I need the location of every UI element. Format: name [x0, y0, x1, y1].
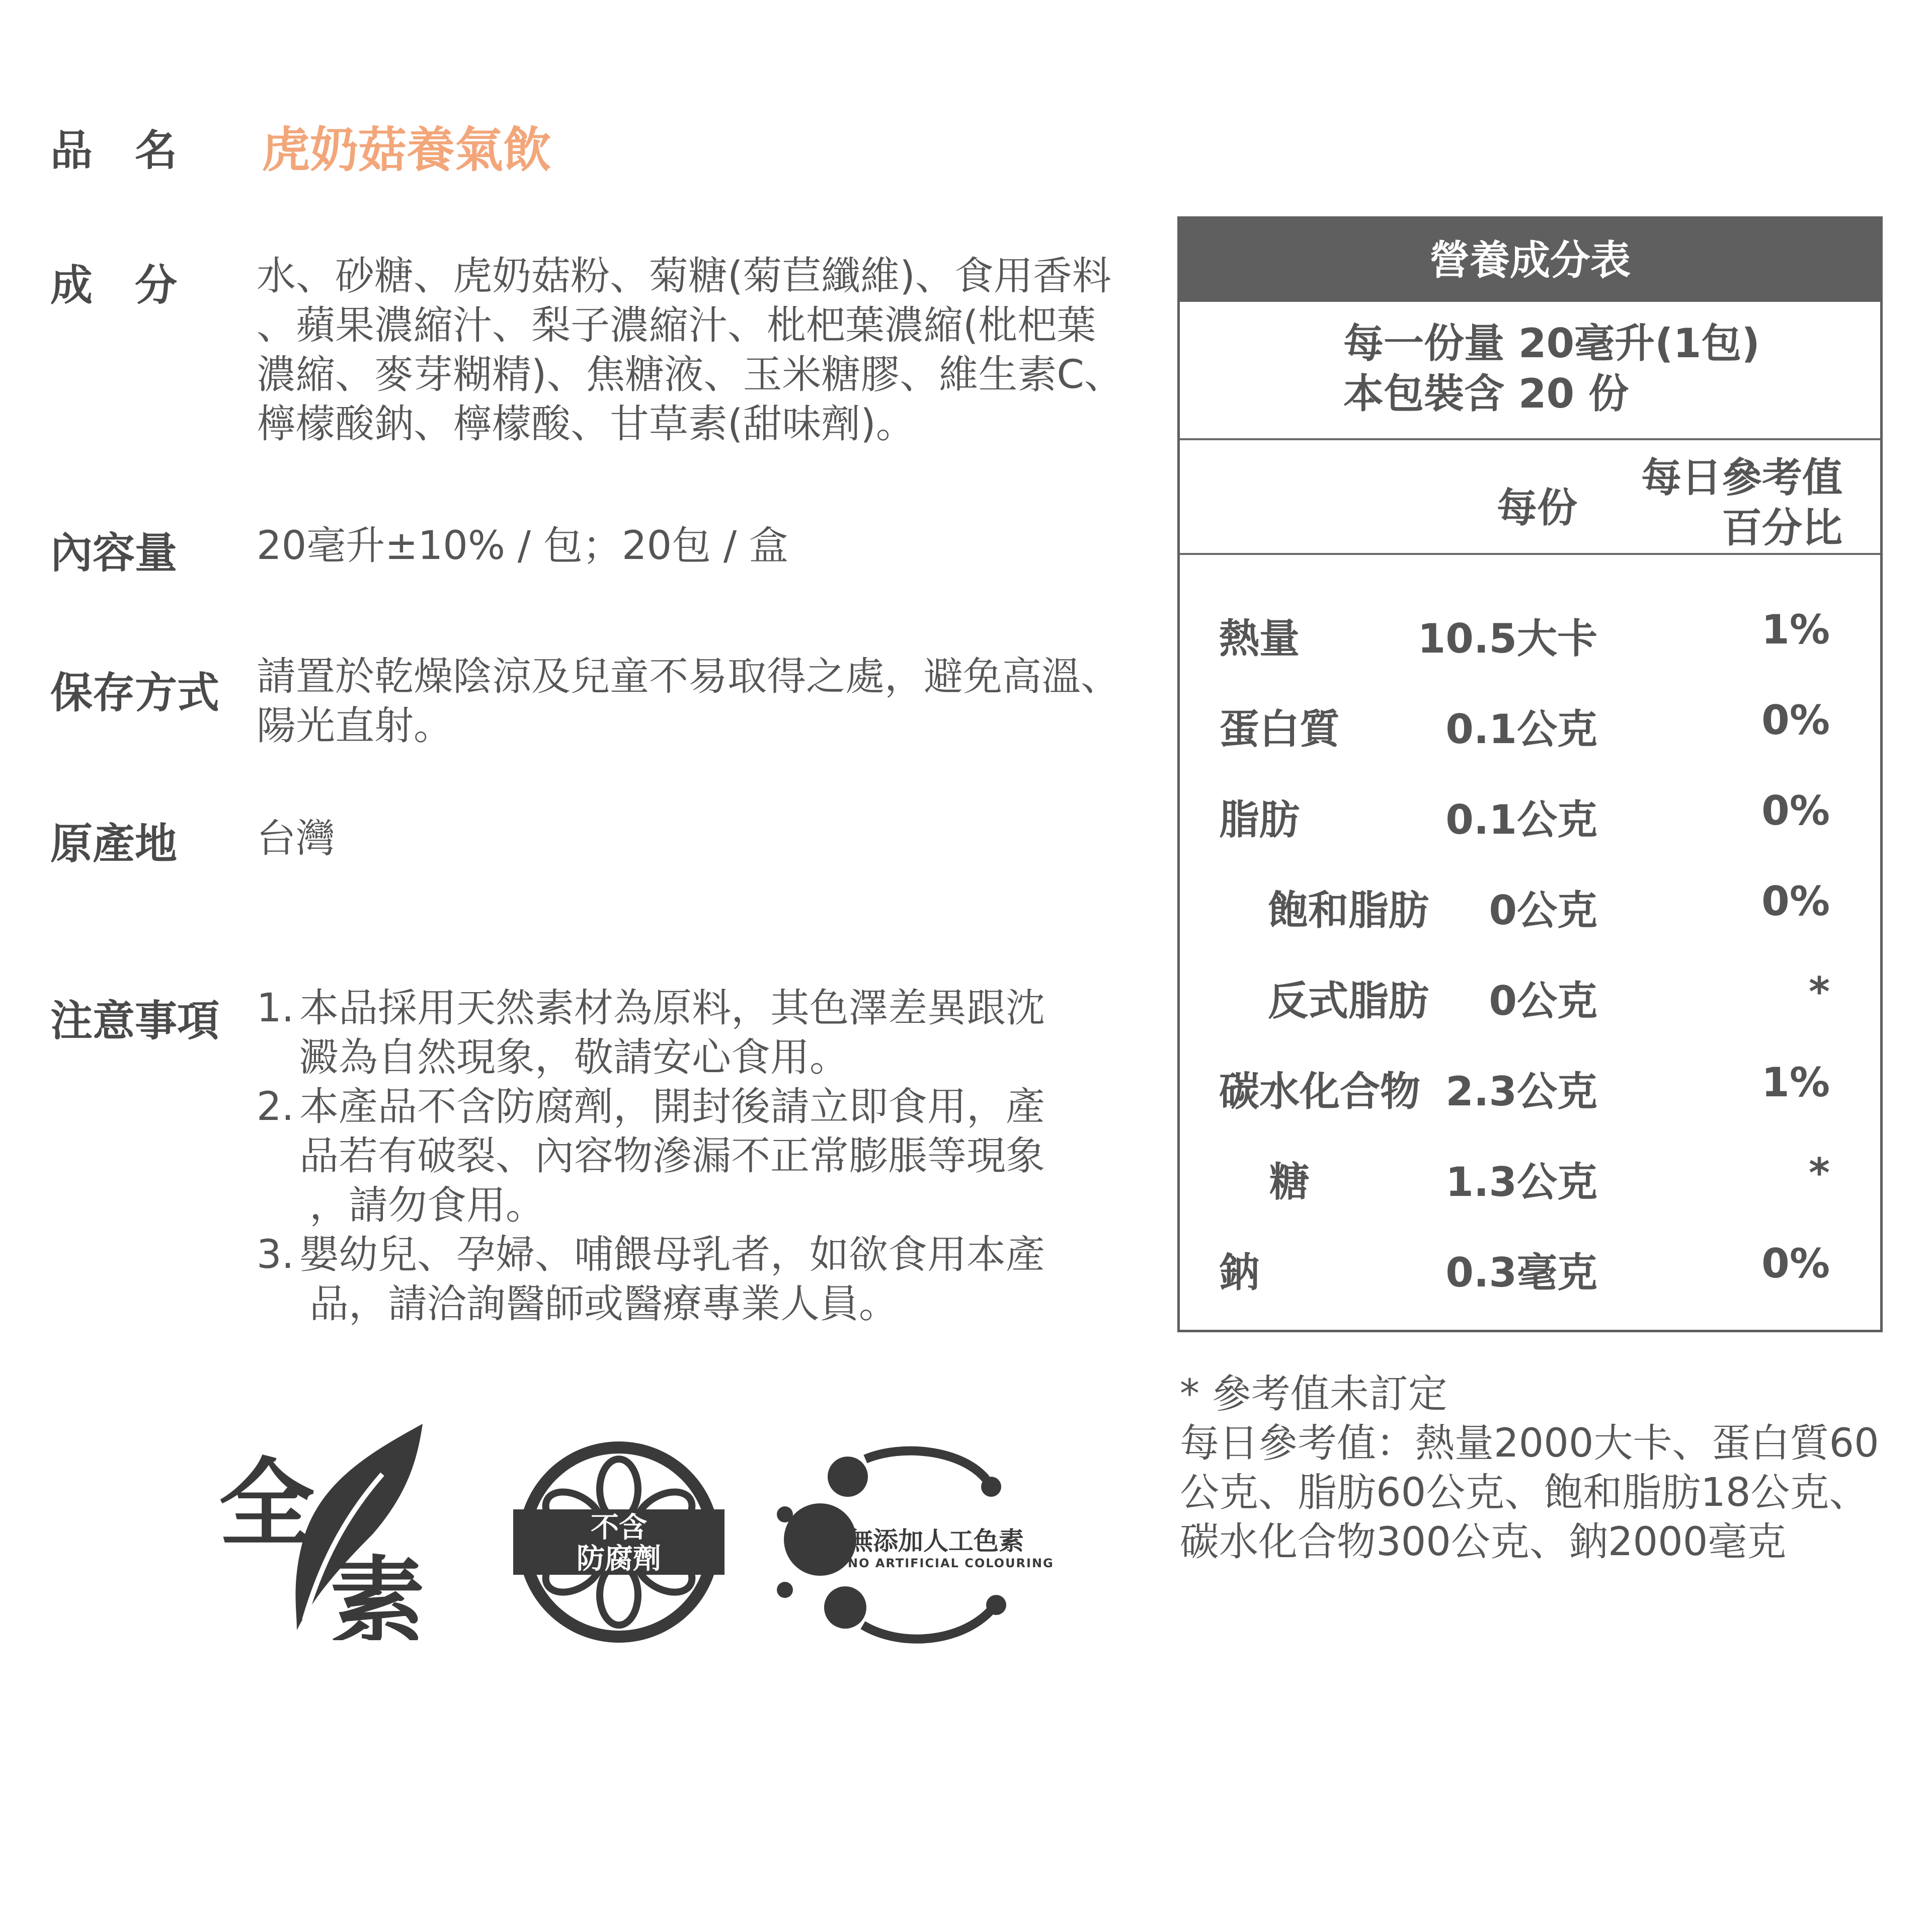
ingredients-text — [257, 252, 1152, 449]
serving-info — [1343, 318, 1760, 419]
nutrient-amount: 0公克 — [1489, 978, 1597, 1024]
nutrient-name: 反式脂肪 — [1268, 978, 1429, 1024]
vegan-text-1: 全 — [219, 1448, 315, 1560]
col-per-serving: 每份 — [1497, 485, 1577, 531]
nutrient-row — [1180, 1150, 1880, 1205]
nutrition-footnote — [1180, 1370, 1914, 1567]
storage-line: 請置於乾燥陰涼及兒童不易取得之處，避免高溫、 — [257, 654, 1120, 699]
vegan-text-2: 素 — [330, 1547, 426, 1640]
nutrient-pct: * — [1809, 1150, 1830, 1196]
servings-per-pack: 本包裝含 20 份 — [1343, 370, 1629, 417]
note-line: 品，請洽詢醫師或醫療專業人員。 — [309, 1281, 899, 1327]
note-item — [257, 984, 1084, 1082]
no-preservative-text-1: 不含 — [591, 1511, 647, 1544]
nutrient-row — [1180, 787, 1880, 843]
footnote-line: 碳水化合物300公克、鈉2000毫克 — [1180, 1519, 1787, 1565]
nutrition-table — [1177, 216, 1883, 1332]
nutrient-amount: 10.5大卡 — [1417, 615, 1597, 662]
nutrient-row — [1180, 878, 1880, 934]
note-line: 品若有破裂、內容物滲漏不正常膨脹等現象 — [299, 1134, 1045, 1179]
nutrient-row — [1180, 1059, 1880, 1115]
note-number: 2. — [257, 1084, 294, 1130]
nutrient-row — [1180, 697, 1880, 753]
note-line: 嬰幼兒、孕婦、哺餵母乳者，如欲食用本產 — [299, 1232, 1045, 1277]
nutrient-amount: 1.3公克 — [1445, 1159, 1597, 1205]
ingredients-label: 成 分 — [50, 261, 178, 310]
footnote-line: 公克、脂肪60公克、飽和脂肪18公克、 — [1180, 1470, 1869, 1515]
nutrient-amount: 0公克 — [1489, 887, 1597, 934]
origin-value: 台灣 — [257, 816, 336, 861]
col-daily-ref — [1641, 453, 1842, 553]
nutrient-pct: 0% — [1761, 878, 1830, 925]
nutrient-name: 碳水化合物 — [1219, 1068, 1420, 1115]
no-colouring-logo — [770, 1439, 1072, 1650]
nutrient-pct: 1% — [1761, 606, 1830, 653]
nutrient-amount: 0.1公克 — [1445, 796, 1597, 843]
nutrient-amount: 2.3公克 — [1445, 1068, 1597, 1115]
note-line: ，請勿食用。 — [309, 1183, 545, 1228]
serving-size: 每一份量 20毫升(1包) — [1343, 320, 1760, 367]
note-line: 本產品不含防腐劑，開封後請立即食用，產 — [299, 1084, 1045, 1130]
storage-text — [257, 652, 1152, 751]
nutrient-pct: 0% — [1761, 787, 1830, 834]
notes-list — [257, 984, 1084, 1329]
divider — [1180, 553, 1880, 555]
nutrient-name: 熱量 — [1219, 615, 1300, 662]
product-name: 虎奶菇養氣飲 — [262, 122, 551, 178]
ingredients-line: 、蘋果濃縮汁、梨子濃縮汁、枇杷葉濃縮(枇杷葉 — [257, 303, 1096, 348]
nutrient-name: 蛋白質 — [1219, 706, 1340, 753]
no-colouring-text-cn: 無添加人工色素 — [848, 1526, 1024, 1556]
col-daily-ref-line: 百分比 — [1722, 505, 1842, 551]
no-preservative-logo — [513, 1436, 725, 1648]
content-label: 內容量 — [50, 528, 178, 578]
nutrient-pct: 1% — [1761, 1059, 1830, 1106]
nutrient-row — [1180, 969, 1880, 1024]
nutrient-row — [1180, 606, 1880, 662]
origin-label: 原產地 — [50, 819, 178, 868]
nutrient-row — [1180, 1240, 1880, 1296]
no-preservative-text-2: 防腐劑 — [577, 1543, 661, 1575]
col-daily-ref-line: 每日參考值 — [1641, 454, 1842, 501]
note-line: 澱為自然現象，敬請安心食用。 — [299, 1035, 849, 1080]
storage-line: 陽光直射。 — [257, 703, 453, 749]
notes-label: 注意事項 — [50, 996, 220, 1045]
footnote-line: 每日參考值：熱量2000大卡、蛋白質60 — [1180, 1421, 1879, 1466]
note-line: 本品採用天然素材為原料，其色澤差異跟沈 — [299, 986, 1045, 1031]
nutrient-amount: 0.1公克 — [1445, 706, 1597, 753]
nutrient-name: 糖 — [1269, 1159, 1310, 1205]
nutrient-name: 脂肪 — [1219, 796, 1300, 843]
nutrient-pct: 0% — [1761, 1240, 1830, 1287]
note-number: 1. — [257, 986, 294, 1031]
footnote-line: * 參考值未訂定 — [1180, 1372, 1447, 1417]
leaf-icon — [216, 1419, 428, 1640]
storage-label: 保存方式 — [50, 668, 220, 717]
colour-arc-icon — [865, 1451, 986, 1479]
no-colouring-text-en: NO ARTIFICIAL COLOURING — [848, 1556, 1054, 1570]
nutrient-amount: 0.3毫克 — [1445, 1249, 1597, 1296]
nutrition-title: 營養成分表 — [1180, 219, 1880, 302]
ingredients-line: 水、砂糖、虎奶菇粉、菊糖(菊苣纖維)、食用香料 — [257, 254, 1111, 299]
content-value: 20毫升±10% / 包；20包 / 盒 — [257, 523, 788, 569]
ingredients-line: 檸檬酸鈉、檸檬酸、甘草素(甜味劑)。 — [257, 401, 915, 447]
nutrient-pct: * — [1809, 969, 1830, 1015]
product-name-label: 品 名 — [50, 126, 178, 175]
nutrient-name: 飽和脂肪 — [1268, 887, 1429, 934]
ingredients-line: 濃縮、麥芽糊精)、焦糖液、玉米糖膠、維生素C、 — [257, 352, 1123, 397]
nutrient-pct: 0% — [1761, 697, 1830, 744]
vegan-logo — [216, 1419, 428, 1640]
note-item — [257, 1082, 1084, 1230]
note-number: 3. — [257, 1232, 294, 1277]
nutrient-name: 鈉 — [1219, 1249, 1259, 1296]
divider — [1180, 438, 1880, 440]
note-item — [257, 1230, 1084, 1329]
